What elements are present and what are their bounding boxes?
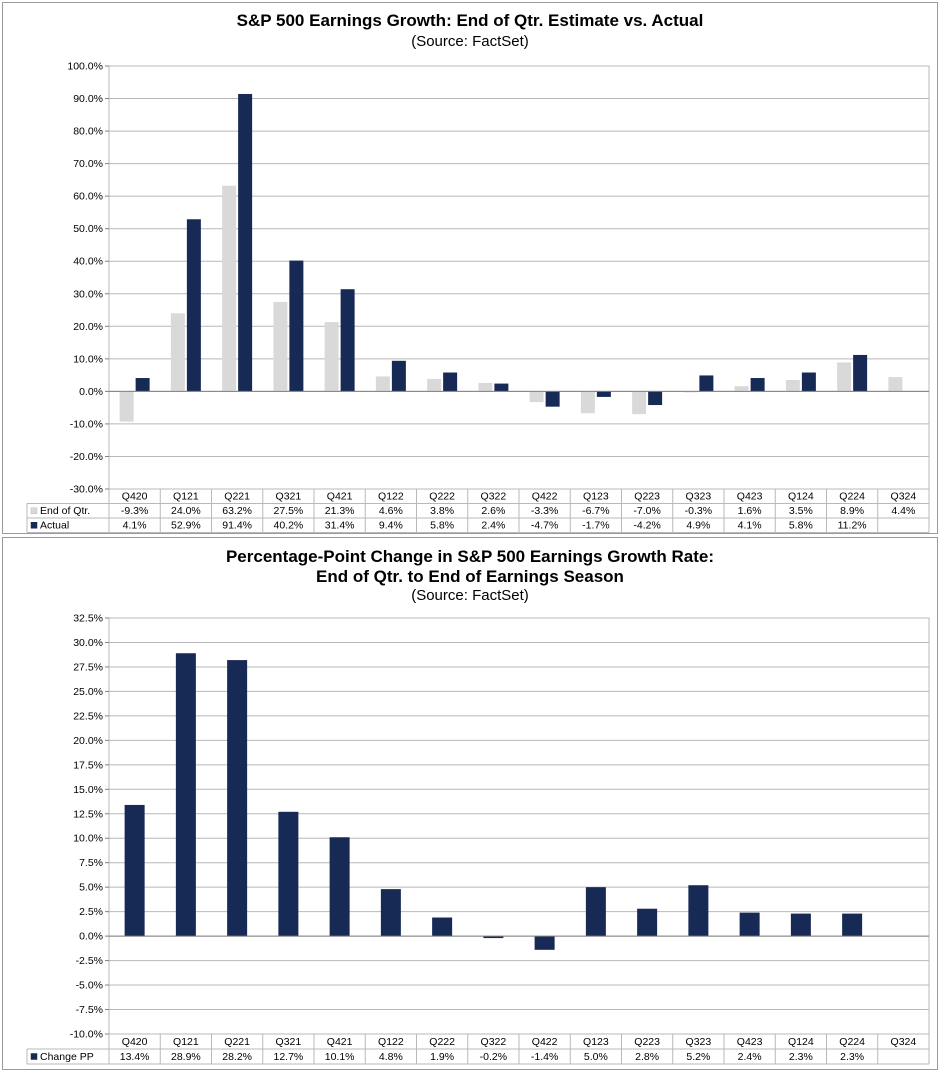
data-label: -3.3% (530, 505, 559, 517)
data-label: 5.0% (583, 1051, 608, 1063)
bar-end-of-qtr- (478, 383, 492, 391)
bar-end-of-qtr- (325, 322, 339, 391)
data-label: 8.9% (840, 505, 865, 517)
x-tick-label: Q321 (275, 490, 302, 503)
earnings-growth-plot (3, 3, 937, 533)
data-label: 2.3% (840, 1051, 865, 1063)
y-tick-label: -30.0% (69, 483, 103, 496)
legend-label: End of Qtr. (40, 505, 91, 517)
y-tick-label: 2.5% (79, 906, 103, 919)
data-label: 4.8% (378, 1051, 403, 1063)
x-tick-label: Q423 (736, 490, 763, 503)
y-tick-label: -2.5% (75, 955, 103, 968)
bar-end-of-qtr- (171, 313, 185, 391)
chart-title-line2: End of Qtr. to End of Earnings Season (316, 567, 624, 586)
x-tick-label: Q422 (531, 490, 558, 503)
bar-actual (751, 378, 765, 391)
bar-change-pp (688, 885, 708, 936)
y-tick-label: 90.0% (73, 93, 103, 106)
x-tick-label: Q322 (480, 490, 507, 503)
data-label: -6.7% (582, 505, 610, 517)
x-tick-label: Q321 (275, 1036, 302, 1048)
y-tick-label: 30.0% (73, 636, 103, 649)
y-tick-label: 22.5% (73, 710, 103, 723)
data-label: 91.4% (222, 519, 253, 532)
bar-change-pp (740, 913, 760, 936)
x-tick-label: Q122 (378, 1036, 404, 1048)
data-label: 2.3% (788, 1051, 813, 1063)
bar-end-of-qtr- (427, 379, 441, 391)
bar-end-of-qtr- (888, 377, 902, 391)
data-label: 28.2% (222, 1051, 253, 1063)
data-label: 24.0% (170, 505, 201, 517)
legend-label: Actual (40, 519, 70, 532)
legend-swatch (31, 1054, 37, 1060)
data-label: 1.6% (737, 505, 762, 517)
bar-change-pp (125, 805, 145, 936)
bar-end-of-qtr- (735, 386, 749, 391)
x-tick-label: Q323 (685, 490, 712, 503)
bar-change-pp (381, 889, 401, 936)
data-label: 3.5% (788, 505, 813, 517)
y-tick-label: 0.0% (79, 930, 103, 943)
y-tick-label: 50.0% (73, 223, 103, 236)
bar-actual (187, 219, 201, 391)
bar-change-pp (791, 914, 811, 937)
x-tick-label: Q324 (890, 490, 917, 503)
pp-change-plot (3, 538, 937, 1069)
bar-actual (392, 361, 406, 392)
y-tick-label: 20.0% (73, 320, 103, 333)
y-tick-label: 32.5% (73, 612, 103, 625)
x-tick-label: Q122 (378, 490, 404, 503)
bar-actual (546, 391, 560, 406)
x-tick-label: Q223 (634, 490, 660, 503)
legend-label: Change PP (40, 1051, 94, 1063)
bar-end-of-qtr- (273, 302, 287, 391)
data-label: -1.7% (582, 519, 610, 532)
y-tick-label: -10.0% (69, 418, 103, 431)
data-label: -4.2% (633, 519, 661, 532)
bar-end-of-qtr- (222, 186, 236, 392)
data-label: 21.3% (324, 505, 355, 517)
data-label: 13.4% (119, 1051, 150, 1063)
data-label: 4.4% (891, 505, 916, 517)
data-label: 31.4% (324, 519, 355, 532)
x-tick-label: Q221 (224, 1036, 250, 1048)
legend-swatch (31, 522, 37, 528)
data-label: 52.9% (170, 519, 201, 532)
y-tick-label: 60.0% (73, 190, 103, 203)
y-tick-label: 40.0% (73, 255, 103, 268)
bar-actual (699, 375, 713, 391)
y-tick-label: -20.0% (69, 450, 103, 463)
data-label: 10.1% (324, 1051, 355, 1063)
data-label: 12.7% (273, 1051, 304, 1063)
data-label: 3.8% (430, 505, 455, 517)
y-tick-label: 10.0% (73, 832, 103, 845)
data-label: 28.9% (170, 1051, 201, 1063)
y-tick-label: 17.5% (73, 759, 103, 772)
x-tick-label: Q421 (326, 1036, 353, 1048)
y-tick-label: 10.0% (73, 353, 103, 366)
x-tick-label: Q322 (480, 1036, 507, 1048)
bar-actual (494, 384, 508, 392)
data-label: 2.6% (481, 505, 506, 517)
bar-actual (443, 373, 457, 392)
bar-end-of-qtr- (786, 380, 800, 391)
bar-end-of-qtr- (837, 362, 851, 391)
bar-change-pp (586, 887, 606, 936)
bar-change-pp (176, 653, 196, 936)
bar-change-pp (637, 909, 657, 936)
y-tick-label: 5.0% (79, 881, 103, 894)
bar-change-pp (535, 936, 555, 950)
data-label: 4.6% (378, 505, 403, 517)
y-tick-label: 70.0% (73, 158, 103, 171)
legend-swatch (31, 508, 37, 514)
data-label: 63.2% (222, 505, 253, 517)
y-tick-label: -10.0% (69, 1028, 103, 1041)
bar-end-of-qtr- (530, 391, 544, 402)
x-tick-label: Q221 (224, 490, 250, 503)
bar-change-pp (432, 918, 452, 937)
bar-actual (597, 391, 611, 397)
x-tick-label: Q222 (429, 1036, 455, 1048)
y-tick-label: 80.0% (73, 125, 103, 138)
x-tick-label: Q323 (685, 1036, 712, 1048)
x-tick-label: Q420 (121, 490, 148, 503)
chart-title: S&P 500 Earnings Growth: End of Qtr. Estimate vs. Actual (236, 11, 704, 30)
data-label: 4.9% (686, 519, 711, 532)
data-label: 5.8% (430, 519, 455, 532)
x-tick-label: Q224 (839, 490, 865, 503)
y-tick-label: 12.5% (73, 808, 103, 821)
data-label: 2.4% (481, 519, 506, 532)
x-tick-label: Q421 (326, 490, 353, 503)
x-tick-label: Q423 (736, 1036, 763, 1048)
y-tick-label: 100.0% (67, 60, 103, 73)
bar-change-pp (330, 837, 350, 936)
bar-change-pp (227, 660, 247, 936)
bar-actual (648, 391, 662, 405)
data-label: 4.1% (122, 519, 147, 532)
x-tick-label: Q124 (788, 490, 814, 503)
x-tick-label: Q121 (173, 1036, 199, 1048)
chart-title: Percentage-Point Change in S&P 500 Earnings Growth Rate: (225, 547, 715, 566)
data-label: -4.7% (530, 519, 559, 532)
y-tick-label: -7.5% (75, 1004, 103, 1017)
data-label: -0.3% (684, 505, 713, 517)
bar-end-of-qtr- (376, 376, 390, 391)
bar-actual (341, 289, 355, 391)
data-label: 40.2% (273, 519, 304, 532)
data-label: -7.0% (633, 505, 661, 517)
pp-change-chart (2, 537, 938, 1070)
bar-actual (802, 373, 816, 392)
y-tick-label: 30.0% (73, 288, 103, 301)
x-tick-label: Q121 (173, 490, 199, 503)
bar-change-pp (842, 914, 862, 937)
x-tick-label: Q123 (583, 1036, 609, 1048)
data-label: 2.8% (635, 1051, 660, 1063)
x-tick-label: Q324 (890, 1036, 917, 1048)
data-label: 4.1% (737, 519, 762, 532)
data-label: 5.8% (788, 519, 813, 532)
data-label: 2.4% (737, 1051, 762, 1063)
data-label: -0.2% (479, 1051, 508, 1063)
y-tick-label: 7.5% (79, 857, 103, 870)
x-tick-label: Q224 (839, 1036, 865, 1048)
bar-actual (853, 355, 867, 391)
data-label: 1.9% (430, 1051, 455, 1063)
x-tick-label: Q223 (634, 1036, 660, 1048)
y-tick-label: 27.5% (73, 661, 103, 674)
y-tick-label: -5.0% (75, 979, 103, 992)
data-label: 11.2% (837, 519, 867, 532)
bar-end-of-qtr- (632, 391, 646, 414)
data-label: -9.3% (120, 505, 149, 517)
y-tick-label: 15.0% (73, 783, 103, 796)
data-label: 9.4% (378, 519, 403, 532)
chart-subtitle: (Source: FactSet) (411, 33, 529, 50)
bar-actual (289, 261, 303, 392)
x-tick-label: Q422 (531, 1036, 558, 1048)
chart-subtitle: (Source: FactSet) (411, 587, 529, 604)
x-tick-label: Q123 (583, 490, 609, 503)
bar-end-of-qtr- (120, 391, 134, 421)
bar-actual (238, 94, 252, 391)
earnings-growth-chart (2, 2, 938, 534)
x-tick-label: Q124 (788, 1036, 814, 1048)
x-tick-label: Q222 (429, 490, 455, 503)
bar-end-of-qtr- (581, 391, 595, 413)
y-tick-label: 0.0% (79, 385, 103, 398)
y-tick-label: 25.0% (73, 685, 103, 698)
y-tick-label: 20.0% (73, 734, 103, 747)
data-label: 27.5% (273, 505, 304, 517)
data-label: -1.4% (530, 1051, 559, 1063)
bar-actual (136, 378, 150, 391)
data-label: 5.2% (686, 1051, 711, 1063)
bar-change-pp (278, 812, 298, 936)
x-tick-label: Q420 (121, 1036, 148, 1048)
